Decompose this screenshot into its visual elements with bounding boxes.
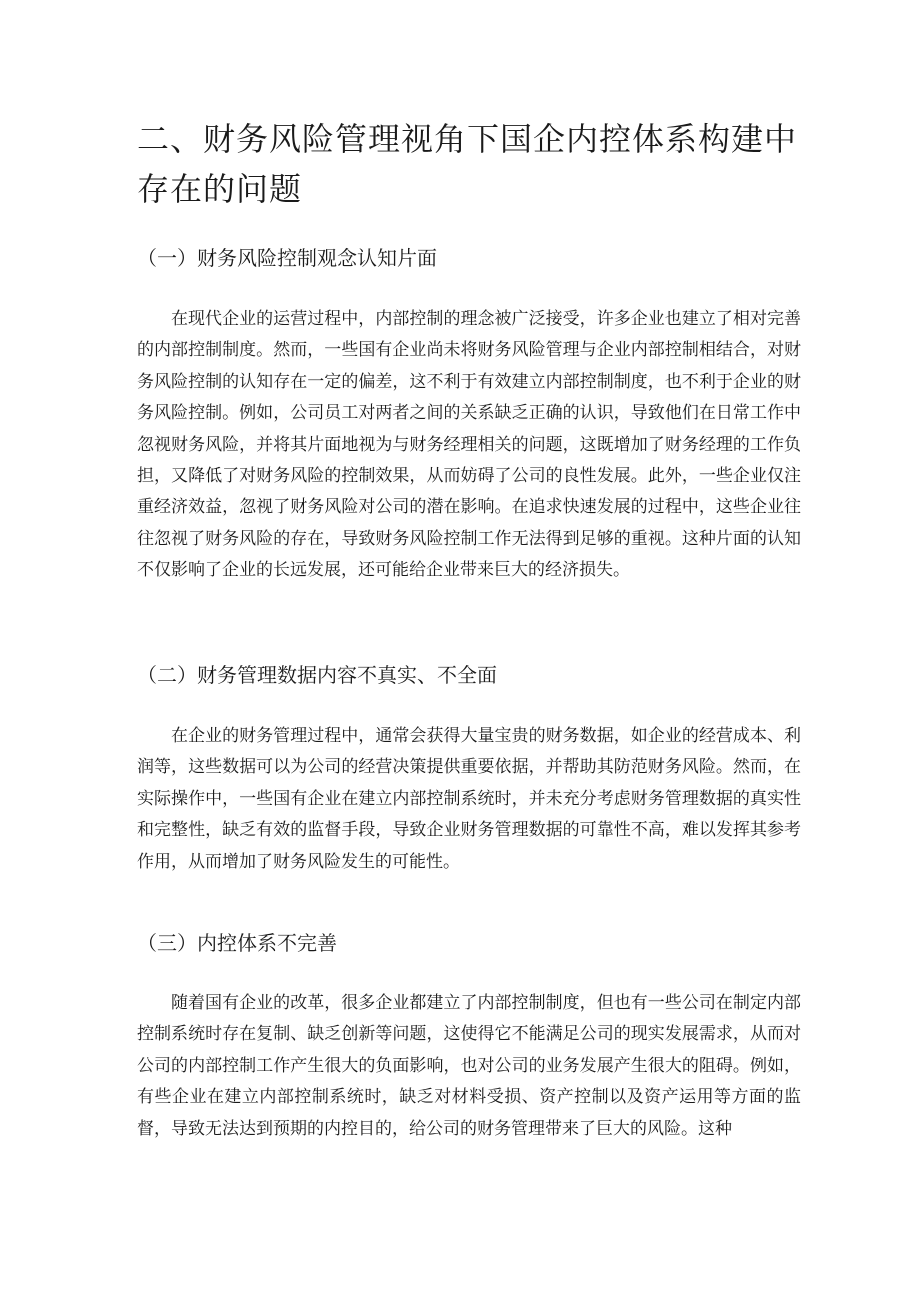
subsection-heading-3: （三）内控体系不完善 <box>137 931 337 955</box>
subsection-heading-2: （二）财务管理数据内容不真实、不全面 <box>137 663 497 687</box>
paragraph-1: 在现代企业的运营过程中，内部控制的理念被广泛接受，许多企业也建立了相对完善的内部控制制度。然而，一些国有企业尚未将财务风险管理与企业内部控制相结合，对财务风险控制的认知存在一定的偏差，这不利于有效建立内部控制制度，也不利于企业的财务风险控制。例如，公司员工对两者之间的关系缺乏正确的认识，导致他们在日常工作中忽视财务风险，并将其片面地视为与财务经理相关的问题，这既增加了财务经理的工作负担，又降低了对财务风险的控制效果，从而妨碍了公司的良性发展。此外，一些企业仅注重经济效益，忽视了财务风险对公司的潜在影响。在追求快速发展的过程中，这些企业往往忽视了财务风险的存在，导致财务风险控制工作无法得到足够的重视。这种片面的认知不仅影响了企业的长远发展，还可能给企业带来巨大的经济损失。 <box>137 309 801 581</box>
subsection-heading-1: （一）财务风险控制观念认知片面 <box>137 246 437 270</box>
section-title: 二、财务风险管理视角下国企内控体系构建中存在的问题 <box>137 120 798 208</box>
paragraph-3: 随着国有企业的改革，很多企业都建立了内部控制制度，但也有一些公司在制定内部控制系统时存在复制、缺乏创新等问题，这使得它不能满足公司的现实发展需求，从而对公司的内部控制工作产生很大的负面影响，也对公司的业务发展产生很大的阻碍。例如，有些企业在建立内部控制系统时，缺乏对材料受损、资产控制以及资产运用等方面的监督，导致无法达到预期的内控目的，给公司的财务管理带来了巨大的风险。这种 <box>137 993 801 1139</box>
paragraph-2: 在企业的财务管理过程中，通常会获得大量宝贵的财务数据，如企业的经营成本、利润等，这些数据可以为公司的经营决策提供重要依据，并帮助其防范财务风险。然而，在实际操作中，一些国有企业在建立内部控制系统时，并未充分考虑财务管理数据的真实性和完整性，缺乏有效的监督手段，导致企业财务管理数据的可靠性不高，难以发挥其参考作用，从而增加了财务风险发生的可能性。 <box>137 726 801 872</box>
